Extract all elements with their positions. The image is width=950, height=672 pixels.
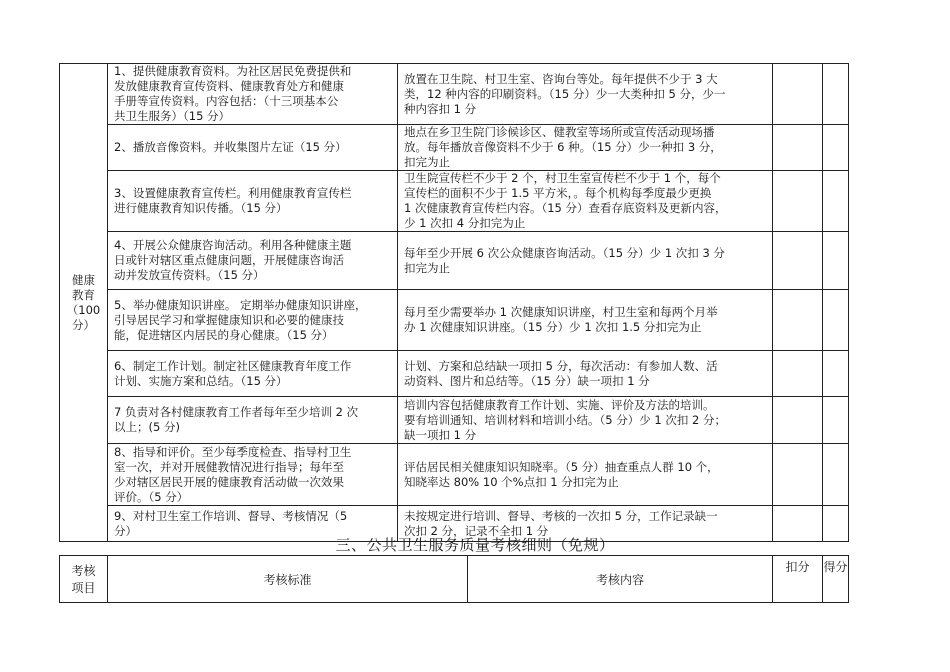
content-cell: 卫生院宣传栏不少于 2 个，村卫生室宣传栏不少于 1 个，每个 宣传栏的面积不少于 1.5 平方米，。每个机构每季度最少更换 1 次健康教育宣传栏内容。（15 分）查看存底资料及更新内容， 少 1 次扣 4 分扣完为止 bbox=[398, 171, 773, 232]
header-standard: 考核标准 bbox=[108, 556, 468, 603]
table-row bbox=[60, 64, 849, 125]
content-cell: 地点在乡卫生院门诊候诊区、健教室等场所或宣传活动现场播 放。每年播放音像资料不少于 6 种。（15 分）少一种扣 3 分， 扣完为止 bbox=[398, 125, 773, 171]
health-education-table bbox=[59, 63, 849, 542]
standard-cell: 4、开展公众健康咨询活动。利用各种健康主题 日或针对辖区重点健康问题，开展健康咨询活 动并发放宣传资料。（15 分） bbox=[108, 232, 398, 290]
section-title: 三、公共卫生服务质量考核细则（免规） bbox=[335, 536, 615, 554]
header-score: 得分 bbox=[823, 556, 849, 603]
score-cell bbox=[823, 64, 849, 125]
standard-cell: 1、提供健康教育资料。为社区居民免费提供和 发放健康教育宣传资料、健康教育处方和健康 手册等宣传资料。内容包括：（十三项基本公 共卫生服务）（15 分） bbox=[108, 64, 398, 125]
score-cell bbox=[823, 125, 849, 171]
header-content: 考核内容 bbox=[468, 556, 773, 603]
standard-cell: 8、指导和评价。至少每季度检查、指导村卫生 室一次，并对开展健教情况进行指导；每年至 少对辖区居民开展的健康教育活动做一次效果 评价。（5 分） bbox=[108, 444, 398, 506]
score-cell bbox=[823, 351, 849, 397]
header-item bbox=[60, 556, 108, 603]
standard-cell: 2、播放音像资料。并收集图片左证（15 分） bbox=[108, 125, 398, 171]
deduct-cell bbox=[773, 290, 823, 351]
deduct-cell bbox=[773, 64, 823, 125]
table-row bbox=[60, 444, 849, 506]
table-row bbox=[60, 171, 849, 232]
table-row bbox=[60, 125, 849, 171]
table-row bbox=[60, 232, 849, 290]
content-cell: 评估居民相关健康知识知晓率。（5 分）抽查重点人群 10 个， 知晓率达 80% 10 个%点扣 1 分扣完为止 bbox=[398, 444, 773, 506]
content-cell: 每月至少需要举办 1 次健康知识讲座，村卫生室和每两个月举 办 1 次健康知识讲座。（15 分）少 1 次扣 1.5 分扣完为止 bbox=[398, 290, 773, 351]
score-cell bbox=[823, 444, 849, 506]
score-cell bbox=[823, 290, 849, 351]
assessment-header-table bbox=[59, 555, 849, 603]
table-row bbox=[60, 351, 849, 397]
deduct-cell bbox=[773, 397, 823, 444]
header-item-label: 考核 项目 bbox=[71, 564, 96, 595]
standard-cell: 9、对村卫生室工作培训、督导、考核情况（5 分） bbox=[108, 506, 398, 542]
category-label: 健康 教育 （100 分） bbox=[66, 272, 101, 332]
content-cell: 每年至少开展 6 次公众健康咨询活动。（15 分）少 1 次扣 3 分 扣完为止 bbox=[398, 232, 773, 290]
deduct-cell bbox=[773, 125, 823, 171]
content-cell: 计划、方案和总结缺一项扣 5 分，每次活动：有参加人数、活 动资料、图片和总结等。（15 分）缺一项扣 1 分 bbox=[398, 351, 773, 397]
content-cell: 放置在卫生院、村卫生室、咨询台等处。每年提供不少于 3 大 类，12 种内容的印刷资料。（15 分）少一大类种扣 5 分，少一 种内容扣 1 分 bbox=[398, 64, 773, 125]
standard-cell: 3、设置健康教育宣传栏。利用健康教育宣传栏 进行健康教育知识传播。（15 分） bbox=[108, 171, 398, 232]
category-cell bbox=[60, 64, 108, 542]
standard-cell: 5、举办健康知识讲座。 定期举办健康知识讲座， 引导居民学习和掌握健康知识和必要的健康技 能，促进辖区内居民的身心健康。（15 分） bbox=[108, 290, 398, 351]
table-row bbox=[60, 397, 849, 444]
score-cell bbox=[823, 397, 849, 444]
content-cell: 未按规定进行培训、督导、考核的一次扣 5 分，工作记录缺一 次扣 2 分，记录不全扣 1 分 bbox=[398, 506, 773, 542]
deduct-cell bbox=[773, 444, 823, 506]
deduct-cell bbox=[773, 171, 823, 232]
content-cell: 培训内容包括健康教育工作计划、实施、评价及方法的培训。 要有培训通知、培训材料和培训小结。（5 分）少 1 次扣 2 分； 缺一项扣 1 分 bbox=[398, 397, 773, 444]
standard-cell: 6、制定工作计划。制定社区健康教育年度工作 计划、实施方案和总结。（15 分） bbox=[108, 351, 398, 397]
score-cell bbox=[823, 171, 849, 232]
standard-cell: 7 负责对各村健康教育工作者每年至少培训 2 次 以上；(5 分) bbox=[108, 397, 398, 444]
score-cell bbox=[823, 232, 849, 290]
deduct-cell bbox=[773, 232, 823, 290]
header-deduct: 扣分 bbox=[773, 556, 823, 603]
deduct-cell bbox=[773, 351, 823, 397]
table-row bbox=[60, 290, 849, 351]
header-row bbox=[60, 556, 849, 603]
